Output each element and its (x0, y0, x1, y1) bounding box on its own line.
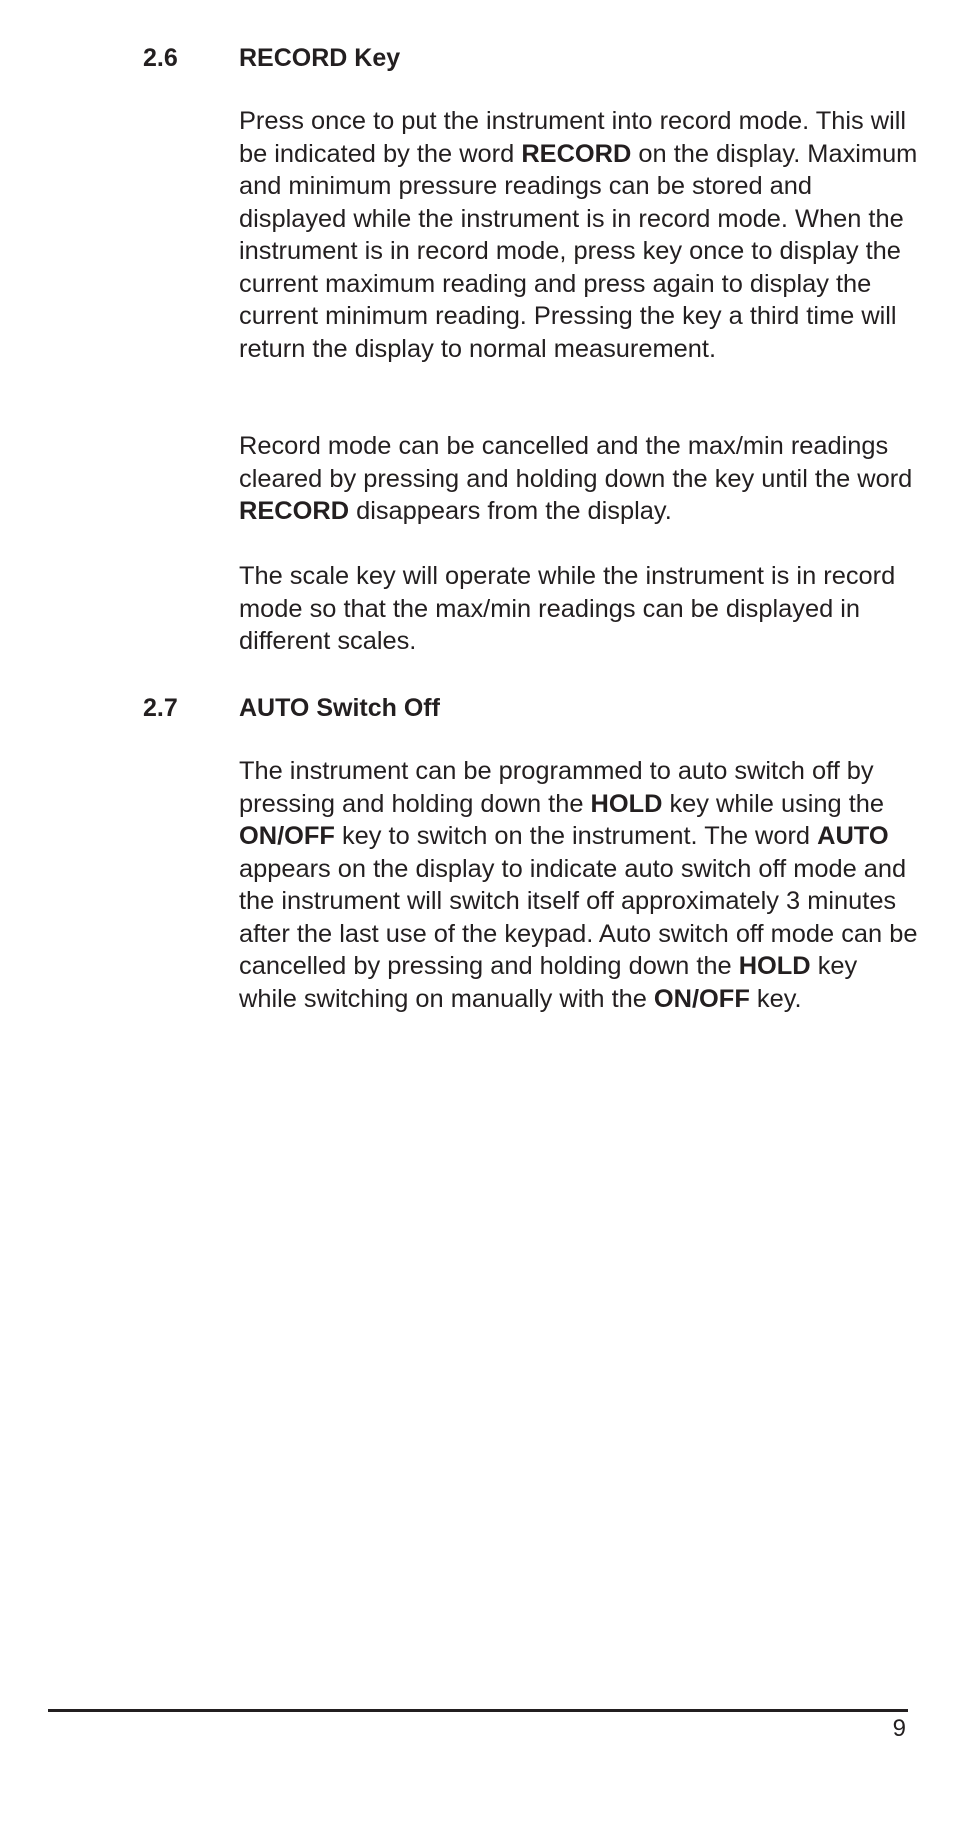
text-run: Record mode can be cancelled and the max/min readings cleared by pressing and holding down the key until the word (239, 432, 913, 493)
bold-keyword: RECORD (521, 139, 632, 168)
text-run: disappears from the display. (349, 497, 672, 525)
bold-keyword: HOLD (590, 789, 663, 818)
text-run: Press once to put the instrument into record mode. This will be indicated by the word (239, 107, 907, 168)
section-2-6 (0, 38, 954, 78)
paragraph (239, 105, 919, 365)
section-2-7 (0, 688, 954, 728)
bold-keyword: HOLD (738, 952, 811, 980)
bold-keyword: ON/OFF (653, 984, 750, 1013)
section-heading (0, 38, 954, 78)
text-run: key to switch on the instrument. The word (334, 822, 818, 850)
section-title: AUTO Switch Off (239, 694, 440, 722)
text-run: The instrument can be programmed to auto switch off by pressing and holding down the (239, 757, 874, 818)
text-run: The scale key will operate while the instrument is in record mode so that the max/min readings can be displayed in different scales. (239, 562, 896, 655)
bold-keyword: ON/OFF (239, 822, 335, 850)
section-title: RECORD Key (239, 44, 401, 72)
section-number: 2.6 (143, 44, 178, 72)
footer-rule (48, 1709, 908, 1712)
page-number: 9 (892, 1715, 906, 1742)
section-heading (0, 688, 954, 728)
paragraph (239, 430, 919, 528)
text-run: on the display. Maximum and minimum pressure readings can be stored and displayed while the instrument is in record mode. When the instrument is in record mode, press key once to display the current maximum reading and press again to display the current minimum reading. Pressing the key a third time will return the display to normal measurement. (239, 139, 918, 363)
text-run: key while using the (662, 789, 885, 818)
text-run: appears on the display to indicate auto switch off mode and the instrument will switch itself off approximately 3 minutes after the last use of the keypad. Auto switch off mode can be cancelled by pressing and holding down the (239, 854, 918, 980)
section-number: 2.7 (143, 694, 178, 722)
bold-keyword: AUTO (817, 822, 889, 850)
text-run: key. (749, 984, 802, 1013)
text-run: key while switching on manually with the (239, 952, 858, 1013)
bold-keyword: RECORD (239, 497, 350, 525)
paragraph (239, 755, 919, 1015)
paragraph (239, 560, 919, 658)
